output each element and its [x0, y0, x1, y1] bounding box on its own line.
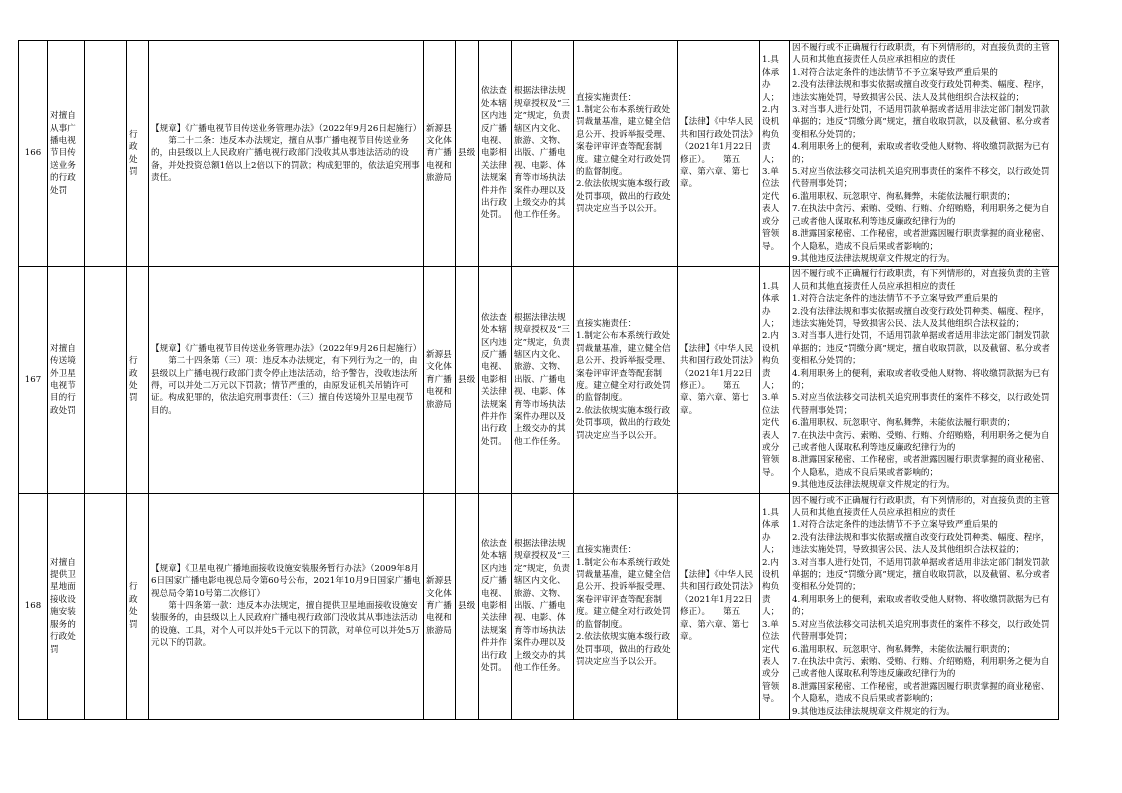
- responsible-subject-text: 1.具体承办人；: [762, 281, 780, 329]
- responsibility-measure-text: 2.依法依规实施本级行政处罚事项，做出的行政处罚决定应当予以公开。: [576, 405, 671, 441]
- responsibility-measure: [574, 493, 678, 719]
- responsibility-measure-text: 1.制定公布本系统行政处罚裁量基准，建立健全信息公开、投诉举报受理、案卷评审评查等配套制度。建立健全对行政处罚的监督制度。: [576, 557, 671, 630]
- exercise-level: [456, 493, 479, 719]
- law-reference-text: 【法律】《中华人民共和国行政处罚法》（2021年1月22日修正）。 第五章、第六章、第七章。: [680, 570, 754, 643]
- responsible-subject-text: 3.单位法定代表人或分管领导。: [762, 167, 780, 252]
- responsibility-stage: [479, 41, 512, 267]
- exercise-level: [456, 41, 479, 267]
- responsibility-stage-text: 依法查处本辖区内违反广播电视、电影相关法律法规案件并作出行政处罚。: [481, 539, 507, 674]
- clause-line: 8.泄露国家秘密、工作秘密，或者泄露因履行职责掌握的商业秘密、个人隐私，造成不良后果或者影响的；: [792, 229, 1050, 252]
- responsibility-measure-text: 直接实施责任：: [576, 318, 637, 329]
- implementing-department-text: 新源县文化体育广播电视和旅游局: [426, 349, 452, 410]
- implementing-department: [424, 267, 456, 493]
- legal-basis: [149, 267, 424, 493]
- legal-basis-text: 第二十四条第（三）项：违反本办法规定，有下列行为之一的，由县级以上广播电视行政部门责令停止违法活动，给予警告，没收违法所得，可以并处二万元以下罚款；情节严重的，由原发证机关吊销许可证。构成犯罪的，依法追究刑事责任：（三）擅自传送境外卫星电视节目的。: [151, 356, 418, 416]
- row-number-text: 168: [24, 601, 42, 612]
- clause-line: 1.对符合法定条件的违法情节不予立案导致严重后果的: [792, 294, 998, 305]
- responsible-subject: [760, 267, 790, 493]
- responsibility-stage-text: 依法查处本辖区内违反广播电视、电影相关法律法规案件并作出行政处罚。: [481, 312, 507, 447]
- row-number-text: 167: [24, 374, 42, 385]
- legal-basis: [149, 493, 424, 719]
- clause-line: 5.对应当依法移交司法机关追究刑事责任的案件不移交，以行政处罚代替刑事处罚；: [792, 167, 1050, 190]
- item-name: [48, 267, 85, 493]
- row-number: [19, 267, 48, 493]
- law-reference: [678, 267, 760, 493]
- responsible-subject-text: 3.单位法定代表人或分管领导。: [762, 393, 780, 478]
- item-name: [48, 41, 85, 267]
- clause-line: 3.对当事人进行处罚，不适用罚款单据或者适用非法定部门制发罚款单据的；违反“罚缴分离”规定，擅自收取罚款，以及截留、私分或者变相私分处罚的；: [792, 557, 1051, 593]
- legal-basis-text: 【规章】《卫星电视广播地面接收设施安装服务暂行办法》（2009年8月6日国家广播电影电视总局令第60号公布，2021年10月9日国家广播电视总局令第10号第二次修订）: [151, 563, 421, 599]
- row-number: [19, 41, 48, 267]
- duty-content-text: 根据法律法规规章授权及“三定”规定，负责辖区内文化、旅游、文物、出版、广播电视、电影、体育等市场执法案件办理以及上级交办的其他工作任务。: [514, 539, 570, 674]
- responsible-subject-text: 2.内设机构负责人；: [762, 331, 780, 391]
- responsible-subject: [760, 41, 790, 267]
- item-name-text: 对擅自传送境外卫星电视节目的行政处罚: [50, 343, 76, 416]
- sub-item: [85, 267, 127, 493]
- responsible-subject-text: 2.内设机构负责人；: [762, 105, 780, 165]
- responsibility-stage-text: 依法查处本辖区内违反广播电视、电影相关法律法规案件并作出行政处罚。: [481, 86, 507, 221]
- duty-content: [512, 41, 574, 267]
- clause-line: 因不履行或不正确履行行政职责，有下列情形的，对直接负责的主管人员和其他直接责任人员应承担相应的责任: [792, 269, 1050, 292]
- accountability-clauses: [790, 267, 1059, 493]
- clause-line: 8.泄露国家秘密、工作秘密，或者泄露因履行职责掌握的商业秘密、个人隐私，造成不良后果或者影响的；: [792, 455, 1050, 478]
- item-category-text: 行政处罚: [129, 582, 138, 630]
- exercise-level-text: 县级: [458, 374, 476, 385]
- legal-basis-text: 【规章】《广播电视节目传送业务管理办法》（2022年9月26日起施行）: [151, 343, 422, 354]
- responsibility-measure-text: 2.依法依规实施本级行政处罚事项，做出的行政处罚决定应当予以公开。: [576, 632, 671, 667]
- item-category-text: 行政处罚: [129, 129, 138, 178]
- duty-content-text: 根据法律法规规章授权及“三定”规定，负责辖区内文化、旅游、文物、出版、广播电视、电影、体育等市场执法案件办理以及上级交办的其他工作任务。: [514, 312, 570, 447]
- implementing-department: [424, 493, 456, 719]
- exercise-level: [456, 267, 479, 493]
- legal-basis-text: 第二十二条：违反本办法规定，擅自从事广播电视节目传送业务的，由县级以上人民政府广播电视行政部门没收其从事违法活动的设备，并处投资总额1倍以上2倍以下的罚款；构成犯罪的，依法追究刑事责任。: [151, 136, 420, 184]
- clause-line: 7.在执法中贪污、索贿、受贿、行贿、介绍贿赂，利用职务之便为自己或者他人谋取私利等违反廉政纪律行为的: [792, 430, 1050, 453]
- item-category-text: 行政处罚: [129, 356, 138, 404]
- law-reference-text: 【法律】《中华人民共和国行政处罚法》（2021年1月22日修正）。 第五章、第六章、第七章。: [680, 343, 754, 416]
- clause-line: 因不履行或不正确履行行政职责，有下列情形的，对直接负责的主管人员和其他直接责任人员应承担相应的责任: [792, 495, 1050, 519]
- responsible-subject-text: 1.具体承办人；: [762, 508, 780, 556]
- clause-line: 2.没有法律法规和事实依据或擅自改变行政处罚种类、幅度、程序，违法实施处罚，导致损害公民、法人及其他组织合法权益的；: [792, 306, 1050, 329]
- clause-line: 9.其他违反法律法规规章文件规定的行为。: [792, 480, 955, 491]
- responsible-subject: [760, 493, 790, 719]
- item-name: [48, 493, 85, 719]
- item-category: [127, 267, 149, 493]
- responsibility-stage: [479, 267, 512, 493]
- responsibility-measure-text: 1.制定公布本系统行政处罚裁量基准，建立健全信息公开、投诉举报受理、案卷评审评查等配套制度。建立健全对行政处罚的监督制度。: [576, 105, 671, 178]
- responsibility-measure: [574, 41, 678, 267]
- clause-line: 3.对当事人进行处罚，不适用罚款单据或者适用非法定部门制发罚款单据的；违反“罚缴分离”规定，擅自收取罚款，以及截留、私分或者变相私分处罚的；: [792, 105, 1051, 140]
- clause-line: 6.滥用职权、玩忽职守、徇私舞弊，未能依法履行职责的；: [792, 644, 1016, 655]
- responsibility-measure-text: 直接实施责任：: [576, 92, 637, 103]
- clause-line: 5.对应当依法移交司法机关追究刑事责任的案件不移交，以行政处罚代替刑事处罚；: [792, 619, 1050, 643]
- legal-basis-text: 【规章】《广播电视节目传送业务管理办法》（2022年9月26日起施行）: [151, 123, 422, 134]
- sub-item: [85, 41, 127, 267]
- clause-line: 4.利用职务上的便利，索取或者收受他人财物、将收缴罚款据为已有的；: [792, 368, 1050, 391]
- item-category: [127, 493, 149, 719]
- clause-line: 7.在执法中贪污、索贿、受贿、行贿、介绍贿赂，利用职务之便为自己或者他人谋取私利等违反廉政纪律行为的: [792, 204, 1050, 227]
- responsibility-table: [18, 40, 1059, 720]
- responsibility-measure-text: 1.制定公布本系统行政处罚裁量基准，建立健全信息公开、投诉举报受理、案卷评审评查等配套制度。建立健全对行政处罚的监督制度。: [576, 331, 671, 404]
- item-name-text: 对擅自提供卫星地面接收设施安装服务的行政处罚: [50, 557, 76, 655]
- responsibility-measure: [574, 267, 678, 493]
- sub-item: [85, 493, 127, 719]
- item-name-text: 对擅自从事广播电视节目传送业务的行政处罚: [50, 111, 76, 196]
- clause-line: 8.泄露国家秘密、工作秘密，或者泄露因履行职责掌握的商业秘密、个人隐私，造成不良后果或者影响的；: [792, 681, 1050, 705]
- implementing-department: [424, 41, 456, 267]
- table-row: [19, 267, 1059, 493]
- clause-line: 4.利用职务上的便利，索取或者收受他人财物、将收缴罚款据为已有的；: [792, 142, 1050, 165]
- clause-line: 因不履行或不正确履行行政职责，有下列情形的，对直接负责的主管人员和其他直接责任人员应承担相应的责任: [792, 43, 1050, 66]
- row-number: [19, 493, 48, 719]
- exercise-level-text: 县级: [458, 148, 476, 159]
- clause-line: 3.对当事人进行处罚，不适用罚款单据或者适用非法定部门制发罚款单据的；违反“罚缴分离”规定，擅自收取罚款，以及截留、私分或者变相私分处罚的；: [792, 331, 1051, 367]
- law-reference: [678, 41, 760, 267]
- duty-content-text: 根据法律法规规章授权及“三定”规定，负责辖区内文化、旅游、文物、出版、广播电视、电影、体育等市场执法案件办理以及上级交办的其他工作任务。: [514, 86, 570, 221]
- clause-line: 2.没有法律法规和事实依据或擅自改变行政处罚种类、幅度、程序，违法实施处罚，导致损害公民、法人及其他组织合法权益的；: [792, 532, 1050, 556]
- duty-content: [512, 267, 574, 493]
- exercise-level-text: 县级: [458, 601, 476, 612]
- clause-line: 6.滥用职权、玩忽职守、徇私舞弊，未能依法履行职责的；: [792, 418, 1016, 429]
- clause-line: 4.利用职务上的便利，索取或者收受他人财物、将收缴罚款据为已有的；: [792, 594, 1050, 618]
- accountability-clauses: [790, 493, 1059, 719]
- law-reference-text: 【法律】《中华人民共和国行政处罚法》（2021年1月22日修正）。 第五章、第六章、第七章。: [680, 117, 754, 190]
- law-reference: [678, 493, 760, 719]
- legal-basis: [149, 41, 424, 267]
- responsibility-measure-text: 2.依法依规实施本级行政处罚事项，做出的行政处罚决定应当予以公开。: [576, 179, 671, 215]
- responsibility-stage: [479, 493, 512, 719]
- responsible-subject-text: 1.具体承办人；: [762, 55, 780, 103]
- legal-basis-text: 第十四条第一款：违反本办法规定，擅自提供卫星地面接收设施安装服务的，由县级以上人民政府广播电视行政部门没收其从事违法活动的设施、工具，对个人可以并处5千元以下的罚款，对单位可以并处5万元以下的罚款。: [151, 601, 420, 649]
- clause-line: 6.滥用职权、玩忽职守、徇私舞弊，未能依法履行职责的；: [792, 191, 1016, 202]
- clause-line: 5.对应当依法移交司法机关追究刑事责任的案件不移交，以行政处罚代替刑事处罚；: [792, 393, 1050, 416]
- duty-content: [512, 493, 574, 719]
- responsibility-measure-text: 直接实施责任：: [576, 545, 637, 556]
- clause-line: 1.对符合法定条件的违法情节不予立案导致严重后果的: [792, 67, 998, 78]
- clause-line: 9.其他违反法律法规规章文件规定的行为。: [792, 253, 955, 264]
- accountability-clauses: [790, 41, 1059, 267]
- implementing-department-text: 新源县文化体育广播电视和旅游局: [426, 576, 452, 636]
- clause-line: 2.没有法律法规和事实依据或擅自改变行政处罚种类、幅度、程序，违法实施处罚，导致损害公民、法人及其他组织合法权益的；: [792, 80, 1050, 103]
- clause-line: 9.其他违反法律法规规章文件规定的行为。: [792, 706, 955, 717]
- table-body: [19, 41, 1059, 720]
- row-number-text: 166: [24, 148, 42, 159]
- clause-line: 7.在执法中贪污、索贿、受贿、行贿、介绍贿赂，利用职务之便为自己或者他人谋取私利等违反廉政纪律行为的: [792, 656, 1050, 680]
- table-row: [19, 493, 1059, 719]
- implementing-department-text: 新源县文化体育广播电视和旅游局: [426, 123, 452, 184]
- responsible-subject-text: 2.内设机构负责人；: [762, 557, 780, 618]
- table-row: [19, 41, 1059, 267]
- clause-line: 1.对符合法定条件的违法情节不予立案导致严重后果的: [792, 520, 998, 531]
- item-category: [127, 41, 149, 267]
- responsible-subject-text: 3.单位法定代表人或分管领导。: [762, 619, 780, 705]
